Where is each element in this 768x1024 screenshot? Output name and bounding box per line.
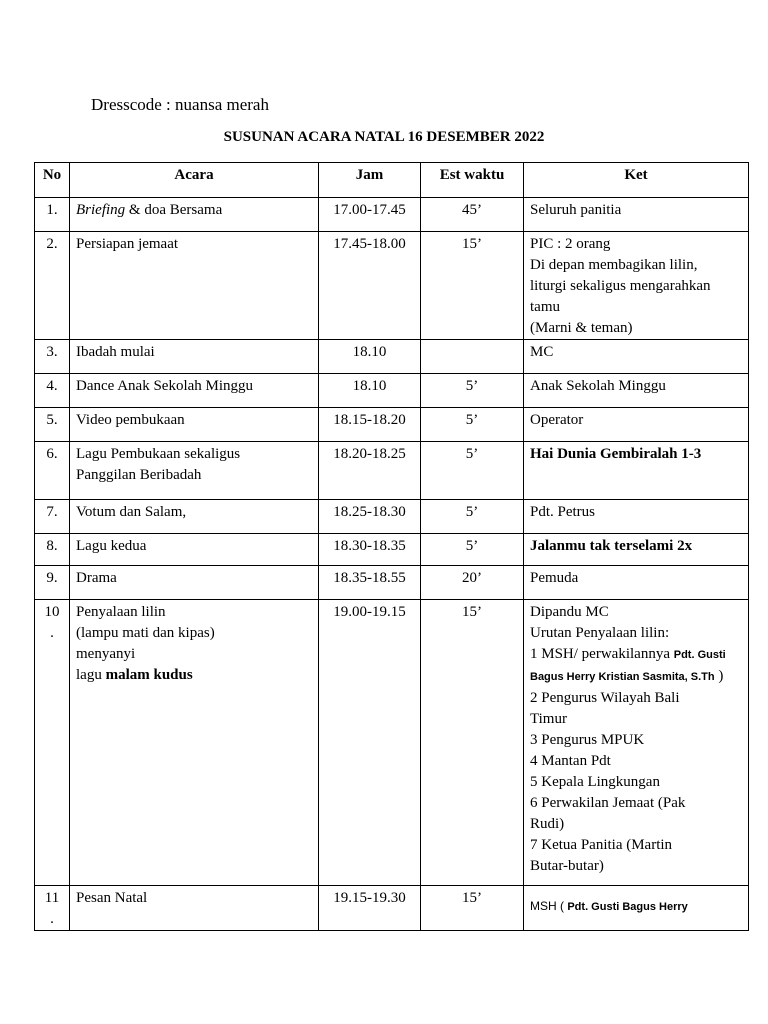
acara-line: Panggilan Beribadah [76, 467, 202, 483]
row-number-line: . [50, 625, 54, 641]
acara-line: menyanyi [76, 646, 136, 662]
row-acara [70, 442, 319, 500]
table-row [35, 408, 749, 442]
row-acara: Video pembukaan [70, 408, 319, 442]
header-ket: Ket [524, 163, 749, 198]
row-ket: Anak Sekolah Minggu [524, 374, 749, 408]
row-acara [70, 198, 319, 232]
row-number: 8. [35, 534, 70, 566]
header-est-waktu: Est waktu [421, 163, 524, 198]
table-row [35, 340, 749, 374]
ket-item: 1 MSH/ perwakilannya [530, 646, 674, 662]
ket-line: Dipandu MC [530, 604, 609, 620]
table-row [35, 600, 749, 886]
row-acara: Drama [70, 566, 319, 600]
row-ket [524, 442, 749, 500]
row-jam: 18.25-18.30 [319, 500, 421, 534]
row-ket: Pdt. Petrus [524, 500, 749, 534]
table-row [35, 500, 749, 534]
row-ket: Operator [524, 408, 749, 442]
agenda-table [34, 162, 749, 931]
row-acara [70, 600, 319, 886]
row-ket [524, 886, 749, 931]
ket-line: Timur [530, 711, 567, 727]
row-ket [524, 534, 749, 566]
row-est: 5’ [421, 534, 524, 566]
table-row [35, 566, 749, 600]
row-est: 5’ [421, 500, 524, 534]
ket-line: PIC : 2 orang [530, 236, 611, 252]
page-title: SUSUNAN ACARA NATAL 16 DESEMBER 2022 [223, 129, 545, 145]
row-jam: 18.30-18.35 [319, 534, 421, 566]
ket-line: Di depan membagikan lilin, [530, 257, 698, 273]
ket-line: 3 Pengurus MPUK [530, 732, 645, 748]
ket-line: Urutan Penyalaan lilin: [530, 625, 670, 641]
ket-prefix: MSH ( [530, 899, 568, 913]
row-number: 1. [35, 198, 70, 232]
row-est: 5’ [421, 408, 524, 442]
row-jam: 19.00-19.15 [319, 600, 421, 886]
row-number: 2. [35, 232, 70, 340]
row-jam: 18.10 [319, 340, 421, 374]
row-number-line: 11 [44, 890, 60, 906]
ket-line: 6 Perwakilan Jemaat (Pak [530, 795, 686, 811]
row-number: 7. [35, 500, 70, 534]
row-jam: 18.15-18.20 [319, 408, 421, 442]
row-est: 20’ [421, 566, 524, 600]
row-jam: 18.10 [319, 374, 421, 408]
row-acara: Persiapan jemaat [70, 232, 319, 340]
ket-line: 4 Mantan Pdt [530, 753, 611, 769]
ket-bold: Hai Dunia Gembiralah 1-3 [530, 446, 702, 462]
table-row [35, 232, 749, 340]
acara-prefix: lagu [76, 667, 106, 683]
row-number: 4. [35, 374, 70, 408]
ket-line: 7 Ketua Panitia (Martin [530, 837, 673, 853]
row-jam: 17.00-17.45 [319, 198, 421, 232]
row-number: 3. [35, 340, 70, 374]
acara-bold: malam kudus [105, 667, 193, 683]
table-row [35, 374, 749, 408]
ket-line: Rudi) [530, 816, 565, 832]
acara-text: & doa Bersama [125, 202, 223, 218]
row-jam: 18.20-18.25 [319, 442, 421, 500]
ket-line: Butar-butar) [530, 858, 604, 874]
table-header-row [35, 163, 749, 198]
acara-line: Lagu Pembukaan sekaligus [76, 446, 241, 462]
table-row [35, 886, 749, 931]
ket-name: Pdt. Gusti Bagus Herry [567, 901, 688, 913]
row-number: 5. [35, 408, 70, 442]
row-jam: 18.35-18.55 [319, 566, 421, 600]
ket-line: 2 Pengurus Wilayah Bali [530, 690, 680, 706]
row-number [35, 600, 70, 886]
acara-italic: Briefing [76, 202, 126, 218]
table-row [35, 442, 749, 500]
ket-line: tamu [530, 299, 560, 315]
header-no: No [35, 163, 70, 198]
row-acara: Ibadah mulai [70, 340, 319, 374]
header-acara: Acara [70, 163, 319, 198]
row-number: 6. [35, 442, 70, 500]
row-est [421, 340, 524, 374]
ket-line: 5 Kepala Lingkungan [530, 774, 660, 790]
row-ket: Pemuda [524, 566, 749, 600]
ket-item-close: ) [714, 668, 724, 684]
row-est: 45’ [421, 198, 524, 232]
row-est: 15’ [421, 232, 524, 340]
row-number-line: . [50, 911, 54, 927]
ket-item-name: Pdt. Gusti Bagus Herry Kristian Sasmita, S.Th [530, 649, 726, 683]
row-number [35, 886, 70, 931]
ket-line: (Marni & teman) [530, 320, 633, 336]
row-acara: Votum dan Salam, [70, 500, 319, 534]
ket-bold: Jalanmu tak terselami 2x [530, 538, 693, 554]
ket-line: liturgi sekaligus mengarahkan [530, 278, 711, 294]
acara-line: (lampu mati dan kipas) [76, 625, 215, 641]
table-row [35, 198, 749, 232]
row-jam: 17.45-18.00 [319, 232, 421, 340]
row-acara: Lagu kedua [70, 534, 319, 566]
row-est: 15’ [421, 600, 524, 886]
row-est: 5’ [421, 374, 524, 408]
row-ket: Seluruh panitia [524, 198, 749, 232]
table-row [35, 534, 749, 566]
row-number: 9. [35, 566, 70, 600]
row-ket [524, 232, 749, 340]
row-number-line: 10 [44, 604, 60, 620]
row-acara: Pesan Natal [70, 886, 319, 931]
row-acara: Dance Anak Sekolah Minggu [70, 374, 319, 408]
acara-line: Penyalaan lilin [76, 604, 166, 620]
row-est: 15’ [421, 886, 524, 931]
dresscode-text: Dresscode : nuansa merah [91, 95, 269, 114]
row-ket: MC [524, 340, 749, 374]
row-est: 5’ [421, 442, 524, 500]
header-jam: Jam [319, 163, 421, 198]
row-ket [524, 600, 749, 886]
row-jam: 19.15-19.30 [319, 886, 421, 931]
acara-line [76, 665, 312, 686]
